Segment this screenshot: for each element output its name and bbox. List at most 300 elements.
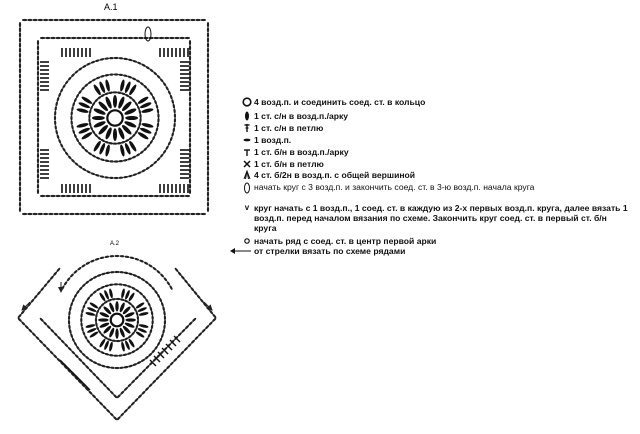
chain-stitch — [37, 143, 39, 148]
chain-stitch — [122, 284, 127, 287]
chain-stitch — [143, 195, 148, 197]
chain-stitch — [127, 213, 132, 215]
chain-stitch — [96, 19, 101, 21]
chain-stitch — [189, 127, 191, 132]
chain-stitch — [154, 131, 158, 136]
chain-stitch — [152, 135, 156, 140]
chain-stitch — [81, 326, 84, 331]
chain-stitch — [189, 112, 191, 117]
chain-stitch — [131, 77, 136, 81]
chain-stitch — [207, 53, 209, 58]
chain-stitch — [43, 213, 48, 215]
chain-stitch — [133, 195, 138, 197]
chain-stitch — [82, 304, 86, 309]
chain-stitch — [157, 118, 159, 123]
chain-stitch — [80, 318, 82, 323]
dc-stitch — [125, 318, 136, 321]
chain-stitch — [207, 197, 209, 202]
dc-arc-icon — [240, 111, 254, 123]
chain-stitch — [19, 186, 21, 191]
chain-stitch — [189, 173, 191, 178]
chain-stitch — [101, 272, 106, 275]
chain-stitch — [207, 109, 209, 114]
sc-arc-icon — [240, 147, 254, 159]
chain-stitch — [95, 59, 100, 63]
chain-stitch — [45, 37, 50, 39]
chain-stitch — [102, 37, 107, 39]
chain-stitch — [37, 168, 39, 173]
chain-stitch — [106, 19, 111, 21]
chain-stitch — [131, 155, 136, 159]
chain-stitch — [66, 277, 71, 282]
chain-stitch — [104, 176, 109, 179]
chain-stitch — [180, 195, 185, 197]
chain-stitch — [69, 273, 74, 278]
chain-stitch — [104, 352, 109, 355]
chain-stitch — [59, 213, 64, 215]
chain-stitch — [118, 176, 123, 179]
chain-stitch — [100, 351, 105, 355]
chain-stitch — [71, 37, 76, 39]
chain-stitch — [124, 366, 129, 369]
chain-stitch — [132, 173, 137, 177]
chain-stitch — [61, 37, 66, 39]
chain-stitch — [19, 99, 21, 104]
chain-stitch — [174, 19, 179, 21]
chain-stitch — [207, 202, 209, 207]
chain-stitch — [81, 37, 86, 39]
chain-stitch — [120, 339, 125, 342]
chain-stitch — [95, 257, 100, 261]
chain-stitch — [147, 333, 151, 338]
chain-stitch — [75, 213, 80, 215]
chain-stitch — [19, 78, 21, 83]
chain-stitch — [19, 191, 21, 196]
chain-stitch — [164, 37, 169, 39]
chain-stitch — [56, 37, 61, 39]
chain-stitch — [109, 160, 114, 163]
chain-stitch — [138, 195, 143, 197]
chain-stitch — [97, 37, 102, 39]
chain-stitch — [19, 197, 21, 202]
chain-stitch — [138, 213, 143, 215]
chain-stitch — [141, 63, 146, 67]
chain-stitch — [148, 264, 153, 268]
chain-stitch — [162, 82, 167, 87]
chain-stitch — [37, 184, 39, 189]
chain-stitch — [108, 142, 113, 145]
chain-stitch — [160, 273, 165, 278]
chain-stitch — [189, 163, 191, 168]
chain-stitch — [92, 275, 97, 279]
chain-stitch — [189, 60, 191, 65]
legend-row — [240, 203, 629, 233]
chain-stitch — [159, 337, 163, 342]
chain-stitch — [90, 19, 95, 21]
chain-stitch — [189, 50, 191, 55]
chain-stitch — [101, 213, 106, 215]
chain-stitch — [19, 176, 21, 181]
legend-row — [240, 111, 348, 123]
chain-stitch — [68, 311, 71, 316]
chain-stitch — [173, 123, 176, 128]
chain-stitch — [111, 19, 116, 21]
chain-stitch — [40, 37, 45, 39]
chain-stitch — [90, 60, 95, 64]
diagram-a1-label: A.1 — [104, 2, 118, 12]
chain-stitch — [161, 333, 165, 338]
chain-stitch — [156, 122, 159, 127]
chain-stitch — [60, 88, 64, 93]
chain-stitch — [37, 163, 39, 168]
chain-stitch — [115, 255, 120, 257]
oval-icon — [240, 182, 254, 196]
chain-stitch — [138, 19, 143, 21]
chain-stitch — [207, 58, 209, 63]
chain-stitch — [19, 89, 21, 94]
chain-stitch — [169, 19, 174, 21]
chain-stitch — [54, 120, 57, 125]
chain-stitch — [114, 160, 119, 162]
chain-stitch — [131, 286, 136, 290]
diagram-a1 — [19, 19, 209, 215]
chain-stitch — [100, 75, 105, 78]
chain-stitch — [169, 94, 173, 99]
dc-stitch — [119, 79, 125, 92]
chain-stitch — [180, 37, 185, 39]
chain-stitch — [82, 167, 87, 171]
chain-stitch — [185, 213, 190, 215]
chain-stitch — [174, 213, 179, 215]
chain-stitch — [189, 76, 191, 81]
chain-stitch — [113, 143, 118, 145]
chain-stitch — [19, 22, 21, 27]
chain-stitch — [133, 37, 138, 39]
chain-stitch — [37, 117, 39, 122]
chain-stitch — [207, 135, 209, 140]
chain-stitch — [104, 255, 109, 258]
chain-stitch — [116, 298, 121, 300]
chain-stitch — [118, 73, 123, 76]
chain-stitch — [19, 207, 21, 212]
chain-stitch — [81, 195, 86, 197]
dc-stitch — [105, 144, 111, 157]
chain-stitch — [122, 353, 127, 356]
chain-stitch — [37, 66, 39, 71]
chain-stitch — [174, 37, 179, 39]
chain-stitch — [207, 181, 209, 186]
chain-stitch — [37, 102, 39, 107]
chain-stitch — [189, 189, 191, 194]
chain-stitch — [61, 195, 66, 197]
chain-stitch — [19, 58, 21, 63]
chain-stitch — [207, 155, 209, 160]
chain-stitch — [73, 97, 77, 102]
chain-stitch — [169, 195, 174, 197]
chain-stitch — [162, 306, 165, 311]
chain-stitch — [37, 122, 39, 127]
chain-stitch — [78, 165, 83, 170]
chain-stitch — [104, 159, 109, 162]
chain-stitch — [19, 125, 21, 130]
legend-text: 4 ст. б/2н в возд.п. с общей вершиной — [254, 170, 416, 180]
chain-stitch — [82, 331, 86, 336]
chain-stitch — [169, 37, 174, 39]
chain-stitch — [145, 166, 150, 170]
chain-stitch — [138, 37, 143, 39]
dc-stitch — [120, 341, 125, 351]
chain-stitch — [19, 166, 21, 171]
chain-stitch — [207, 89, 209, 94]
chain-stitch — [207, 63, 209, 68]
chain-stitch — [19, 171, 21, 176]
chain-stitch — [189, 81, 191, 86]
chain-stitch — [137, 61, 142, 65]
chain-stitch — [60, 143, 64, 148]
chain-stitch — [56, 195, 61, 197]
chain-stitch — [71, 125, 74, 130]
chain-stitch — [111, 213, 116, 215]
chain-stitch — [201, 213, 206, 215]
chain-stitch — [163, 277, 168, 282]
chain-stitch — [154, 37, 159, 39]
chain-stitch — [189, 143, 191, 148]
chain-stitch — [189, 107, 191, 112]
chain-stitch — [189, 153, 191, 158]
chain-stitch — [19, 140, 21, 145]
chain-stitch — [207, 207, 209, 212]
chain-stitch — [149, 37, 154, 39]
chain-stitch — [123, 195, 128, 197]
chain-stitch — [97, 274, 102, 278]
chain-stitch — [72, 129, 76, 134]
legend-text: 1 ст. б/н в возд.п./арку — [254, 147, 349, 157]
chain-stitch — [185, 37, 190, 39]
chain-stitch — [207, 120, 209, 125]
legend-row — [240, 182, 534, 196]
chain-stitch — [151, 324, 154, 329]
chain-stitch — [159, 37, 164, 39]
legend-row — [240, 135, 291, 147]
chain-stitch — [185, 19, 190, 21]
chain-stitch — [159, 195, 164, 197]
chain-stitch — [207, 125, 209, 130]
chain-stitch — [19, 68, 21, 73]
dc-stitch — [138, 323, 148, 328]
chain-stitch — [143, 19, 148, 21]
chain-stitch — [85, 19, 90, 21]
chain-stitch — [45, 195, 50, 197]
chain-stitch — [97, 195, 102, 197]
chain-stitch — [127, 157, 132, 161]
chain-stitch — [81, 264, 86, 268]
chain-stitch — [72, 102, 76, 107]
chain-stitch — [120, 298, 125, 301]
chain-stitch — [37, 76, 39, 81]
chain-stitch — [38, 19, 43, 21]
chain-stitch — [129, 256, 134, 259]
chain-stitch — [66, 195, 71, 197]
chain-stitch — [152, 95, 156, 100]
chain-stitch — [37, 45, 39, 50]
chain-stitch — [120, 255, 125, 258]
chain-stitch — [96, 213, 101, 215]
chain-stitch — [54, 125, 57, 130]
chain-stitch — [189, 158, 191, 163]
chain-stitch — [189, 66, 191, 71]
chain-stitch — [162, 329, 165, 334]
chain-stitch — [207, 104, 209, 109]
chain-stitch — [127, 352, 132, 356]
chain-stitch — [149, 329, 153, 334]
chain-stitch — [207, 176, 209, 181]
chain-stitch — [75, 19, 80, 21]
chain-stitch — [207, 78, 209, 83]
chain-stitch — [207, 37, 209, 42]
chain-stitch — [54, 111, 57, 116]
chain-stitch — [70, 111, 73, 116]
chain-stitch — [156, 270, 161, 275]
chain-stitch — [207, 161, 209, 166]
chain-stitch — [207, 22, 209, 27]
dc-stitch — [108, 288, 113, 298]
chain-stitch — [134, 257, 139, 261]
chain-stitch — [27, 19, 32, 21]
chain-stitch — [68, 320, 70, 325]
chain-stitch — [164, 320, 166, 325]
chain-stitch — [37, 50, 39, 55]
chain-stitch — [169, 285, 173, 290]
chain-stitch — [123, 159, 128, 162]
chain-stitch — [58, 92, 62, 97]
chain-stitch — [154, 100, 158, 105]
chain-stitch — [148, 19, 153, 21]
chain-stitch — [207, 166, 209, 171]
chain-stitch — [151, 315, 154, 320]
chain-stitch — [102, 195, 107, 197]
chain-stitch — [37, 189, 39, 194]
chain-stitch — [117, 213, 122, 215]
chain-stitch — [37, 132, 39, 137]
chain-stitch — [19, 181, 21, 186]
chain-stitch — [70, 333, 74, 338]
chain-stitch — [64, 19, 69, 21]
chain-stitch — [189, 148, 191, 153]
chain-stitch — [37, 96, 39, 101]
chain-stitch — [143, 261, 148, 265]
chain-stitch — [19, 73, 21, 78]
chain-stitch — [148, 213, 153, 215]
chain-stitch — [87, 195, 92, 197]
chain-stitch — [59, 19, 64, 21]
legend-row — [228, 246, 405, 258]
chain-stitch — [110, 271, 115, 274]
chain-stitch — [86, 62, 91, 66]
chain-stitch — [128, 364, 133, 367]
chain-stitch — [189, 122, 191, 127]
chain-stitch — [107, 37, 112, 39]
chain-stitch — [73, 133, 77, 138]
legend-text: круг начать с 1 возд.п., 1 соед. ст. в каждую из 2-х первых возд.п. круга, далее вязать 1 возд.п. перед началом вязания по схеме. Закончить круг соед. ст. в первый ст. б/н круга — [254, 203, 628, 233]
chain-stitch — [19, 53, 21, 58]
chain-stitch — [19, 84, 21, 89]
chain-stitch — [149, 195, 154, 197]
chain-stitch — [105, 271, 110, 274]
chain-stitch — [169, 136, 173, 141]
chain-stitch — [54, 116, 56, 121]
chain-stitch — [136, 361, 141, 365]
ring-icon — [240, 97, 254, 109]
chain-stitch — [112, 195, 117, 197]
chain-stitch — [69, 306, 72, 311]
chain-stitch — [104, 57, 109, 60]
chain-stitch — [104, 74, 109, 77]
chain-stitch — [71, 106, 74, 111]
chain-stitch — [37, 71, 39, 76]
chain-stitch — [207, 99, 209, 104]
chain-stitch — [73, 270, 78, 275]
chain-stitch — [54, 213, 59, 215]
chain-stitch — [115, 367, 120, 369]
chain-stitch — [118, 283, 123, 286]
chain-stitch — [132, 363, 137, 367]
chain-stitch — [132, 19, 137, 21]
chain-stitch — [189, 168, 191, 173]
chain-stitch — [159, 19, 164, 21]
chain-stitch — [141, 169, 146, 173]
chain-stitch — [189, 71, 191, 76]
legend-text: 1 ст. б/н в петлю — [254, 159, 324, 169]
chain-stitch — [19, 161, 21, 166]
chain-stitch — [156, 109, 159, 114]
chain-stitch — [131, 350, 136, 354]
chain-stitch — [207, 68, 209, 73]
chain-stitch — [189, 91, 191, 96]
chain-stitch — [37, 107, 39, 112]
chain-stitch — [174, 113, 176, 118]
chain-stitch — [37, 91, 39, 96]
dc-stitch — [115, 301, 118, 312]
chain-stitch — [189, 117, 191, 122]
diagram-a2-label: A.2 — [110, 241, 120, 247]
chain-stitch — [19, 202, 21, 207]
chain-stitch — [37, 127, 39, 132]
chain-stitch — [164, 19, 169, 21]
chain-stitch — [70, 302, 74, 307]
chain-stitch — [159, 213, 164, 215]
chain-stitch — [95, 76, 100, 80]
chain-stitch — [76, 195, 81, 197]
chain-stitch — [50, 37, 55, 39]
chain-stitch — [68, 315, 70, 320]
chain-stitch — [106, 213, 111, 215]
chain-stitch — [128, 58, 133, 61]
chain-stitch — [117, 142, 122, 145]
chain-stitch — [99, 58, 104, 61]
chain-stitch — [114, 57, 119, 59]
legend-text: 1 ст. с/н в петлю — [254, 123, 324, 133]
chain-stitch — [196, 19, 201, 21]
chain-stitch — [128, 37, 133, 39]
chain-stitch — [166, 281, 171, 286]
oval-icon — [145, 27, 151, 41]
chain-stitch — [37, 153, 39, 158]
chain-stitch — [189, 40, 191, 45]
chain-stitch — [207, 171, 209, 176]
chain-stitch — [119, 366, 124, 369]
chain-stitch — [40, 195, 45, 197]
chain-stitch — [37, 148, 39, 153]
